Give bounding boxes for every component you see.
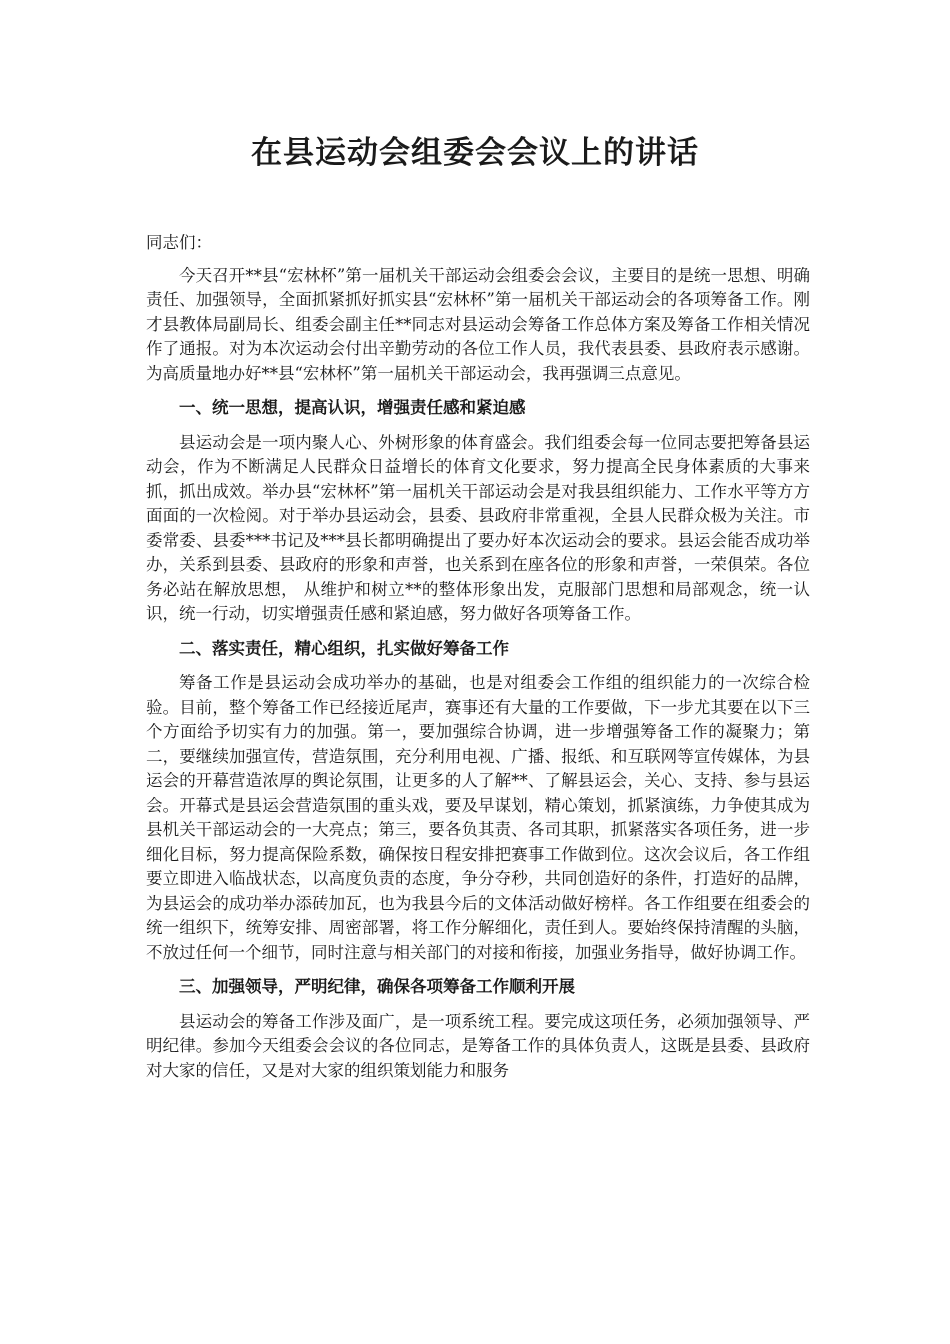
greeting: 同志们： xyxy=(146,233,212,252)
document-body xyxy=(146,231,810,1093)
section-heading-3: 三、加强领导，严明纪律，确保各项筹备工作顺利开展 xyxy=(179,977,575,996)
paragraph-intro: 今天召开**县“宏林杯”第一届机关干部运动会组委会会议，主要目的是统一思想、明确责任、加强领导，全面抓紧抓好抓实县“宏林杯”第一届机关干部运动会的各项筹备工作。刚才县教体局副局长、组委会副主任**同志对县运动会筹备工作总体方案及筹备工作相关情况作了通报。对为本次运动会付出辛勤劳动的各位工作人员，我代表县委、县政府表示感谢。为高质量地办好**县“宏林杯”第一届机关干部运动会，我再强调三点意见。 xyxy=(146,265,810,383)
paragraph-section-2: 筹备工作是县运动会成功举办的基础，也是对组委会工作组的组织能力的一次综合检验。目前，整个筹备工作已经接近尾声，赛事还有大量的工作要做，下一步尤其要在以下三个方面给予切实有力的加强。第一，要加强综合协调，进一步增强筹备工作的凝聚力；第二，要继续加强宣传，营造氛围，充分利用电视、广播、报纸、和互联网等宣传媒体，为县运会的开幕营造浓厚的舆论氛围，让更多的人了解**、了解县运会，关心、支持、参与县运会。开幕式是县运会营造氛围的重头戏，要及早谋划，精心策划，抓紧演练，力争使其成为县机关干部运动会的一大亮点；第三，要各负其责、各司其职，抓紧落实各项任务，进一步细化目标，努力提高保险系数，确保按日程安排把赛事工作做到位。这次会议后，各工作组要立即进入临战状态，以高度负责的态度，争分夺秒，共同创造好的条件，打造好的品牌，为县运会的成功举办添砖加瓦，也为我县今后的文体活动做好榜样。各工作组要在组委会的统一组织下，统筹安排、周密部署，将工作分解细化，责任到人。要始终保持清醒的头脑，不放过任何一个细节，同时注意与相关部门的对接和衔接，加强业务指导，做好协调工作。 xyxy=(146,673,810,962)
document-title: 在县运动会组委会会议上的讲话 xyxy=(251,135,699,171)
section-heading-1: 一、统一思想，提高认识，增强责任感和紧迫感 xyxy=(179,398,526,417)
paragraph-section-3: 县运动会的筹备工作涉及面广，是一项系统工程。要完成这项任务，必须加强领导、严明纪律。参加今天组委会会议的各位同志，是筹备工作的具体负责人，这既是县委、县政府对大家的信任，又是对大家的组织策划能力和服务 xyxy=(146,1011,810,1080)
section-heading-2: 二、落实责任，精心组织，扎实做好筹备工作 xyxy=(179,638,509,658)
paragraph-section-1: 县运动会是一项内聚人心、外树形象的体育盛会。我们组委会每一位同志要把筹备县运动会，作为不断满足人民群众日益增长的体育文化要求，努力提高全民身体素质的大事来抓，抓出成效。举办县“宏林杯”第一届机关干部运动会是对我县组织能力、工作水平等方方面面的一次检阅。对于举办县运动会，县委、县政府非常重视，全县人民群众极为关注。市委常委、县委***书记及***县长都明确提出了要办好本次运动会的要求。县运会能否成功举办，关系到县委、县政府的形象和声誉，也关系到在座各位的形象和声誉，一荣俱荣。各位务必站在解放思想， 从维护和树立**的整体形象出发，克服部门思想和局部观念，统一认识，统一行动，切实增强责任感和紧迫感，努力做好各项筹备工作。 xyxy=(146,432,810,623)
